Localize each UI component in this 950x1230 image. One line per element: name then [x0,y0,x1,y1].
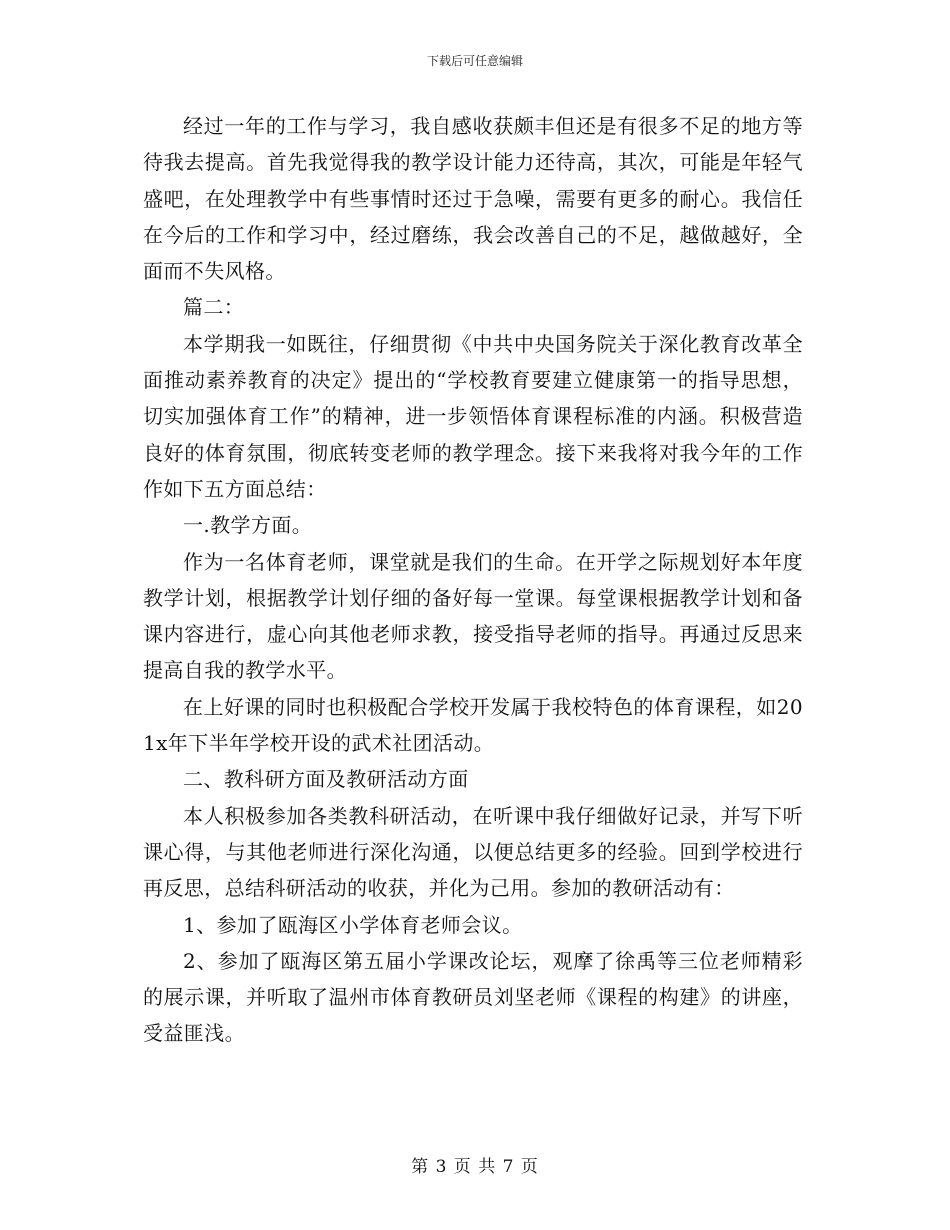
page-number: 第 3 页 共 7 页 [411,1157,539,1177]
document-body [143,108,803,1052]
heading-teaching: 一.教学方面。 [183,513,313,538]
paragraph-research: 本人积极参加各类教科研活动，在听课中我仔细做好记录，并写下听课心得，与其他老师进行深化沟通，以便总结更多的经验。回到学校进行再反思，总结科研活动的收获，并化为己用。参加的教研活动有： [143,803,803,901]
paragraph-intro: 本学期我一如既往，仔细贯彻《中共中央国务院关于深化教育改革全面推动素养教育的决定》提出的“学校教育要建立健康第一的指导思想，切实加强体育工作”的精神，进一步领悟体育课程标准的内涵。积极营造良好的体育氛围，彻底转变老师的教学理念。接下来我将对我今年的工作作如下五方面总结： [143,331,803,501]
list-item-2: 2、参加了瓯海区第五届小学课改论坛，观摩了徐禹等三位老师精彩的展示课，并听取了温州市体育教研员刘坚老师《课程的构建》的讲座，受益匪浅。 [143,948,803,1046]
paragraph-section-label: 篇二： [183,295,245,320]
page-header-note: 下载后可任意编辑 [426,54,523,68]
paragraph-teaching: 作为一名体育老师，课堂就是我们的生命。在开学之际规划好本年度教学计划，根据教学计划仔细的备好每一堂课。每堂课根据教学计划和备课内容进行，虚心向其他老师求教，接受指导老师的指导。再通过反思来提高自我的教学水平。 [143,549,803,683]
paragraph-curriculum: 在上好课的同时也积极配合学校开发属于我校特色的体育课程，如201x年下半年学校开设的武术社团活动。 [143,694,803,756]
list-item-1: 1、参加了瓯海区小学体育老师会议。 [183,912,523,937]
paragraph-summary: 经过一年的工作与学习，我自感收获颇丰但还是有很多不足的地方等待我去提高。首先我觉得我的教学设计能力还待高，其次，可能是年轻气盛吧，在处理教学中有些事情时还过于急噪，需要有更多的耐心。我信任在今后的工作和学习中，经过磨练，我会改善自己的不足，越做越好，全面而不失风格。 [143,114,803,284]
heading-research: 二、教科研方面及教研活动方面 [183,767,469,792]
